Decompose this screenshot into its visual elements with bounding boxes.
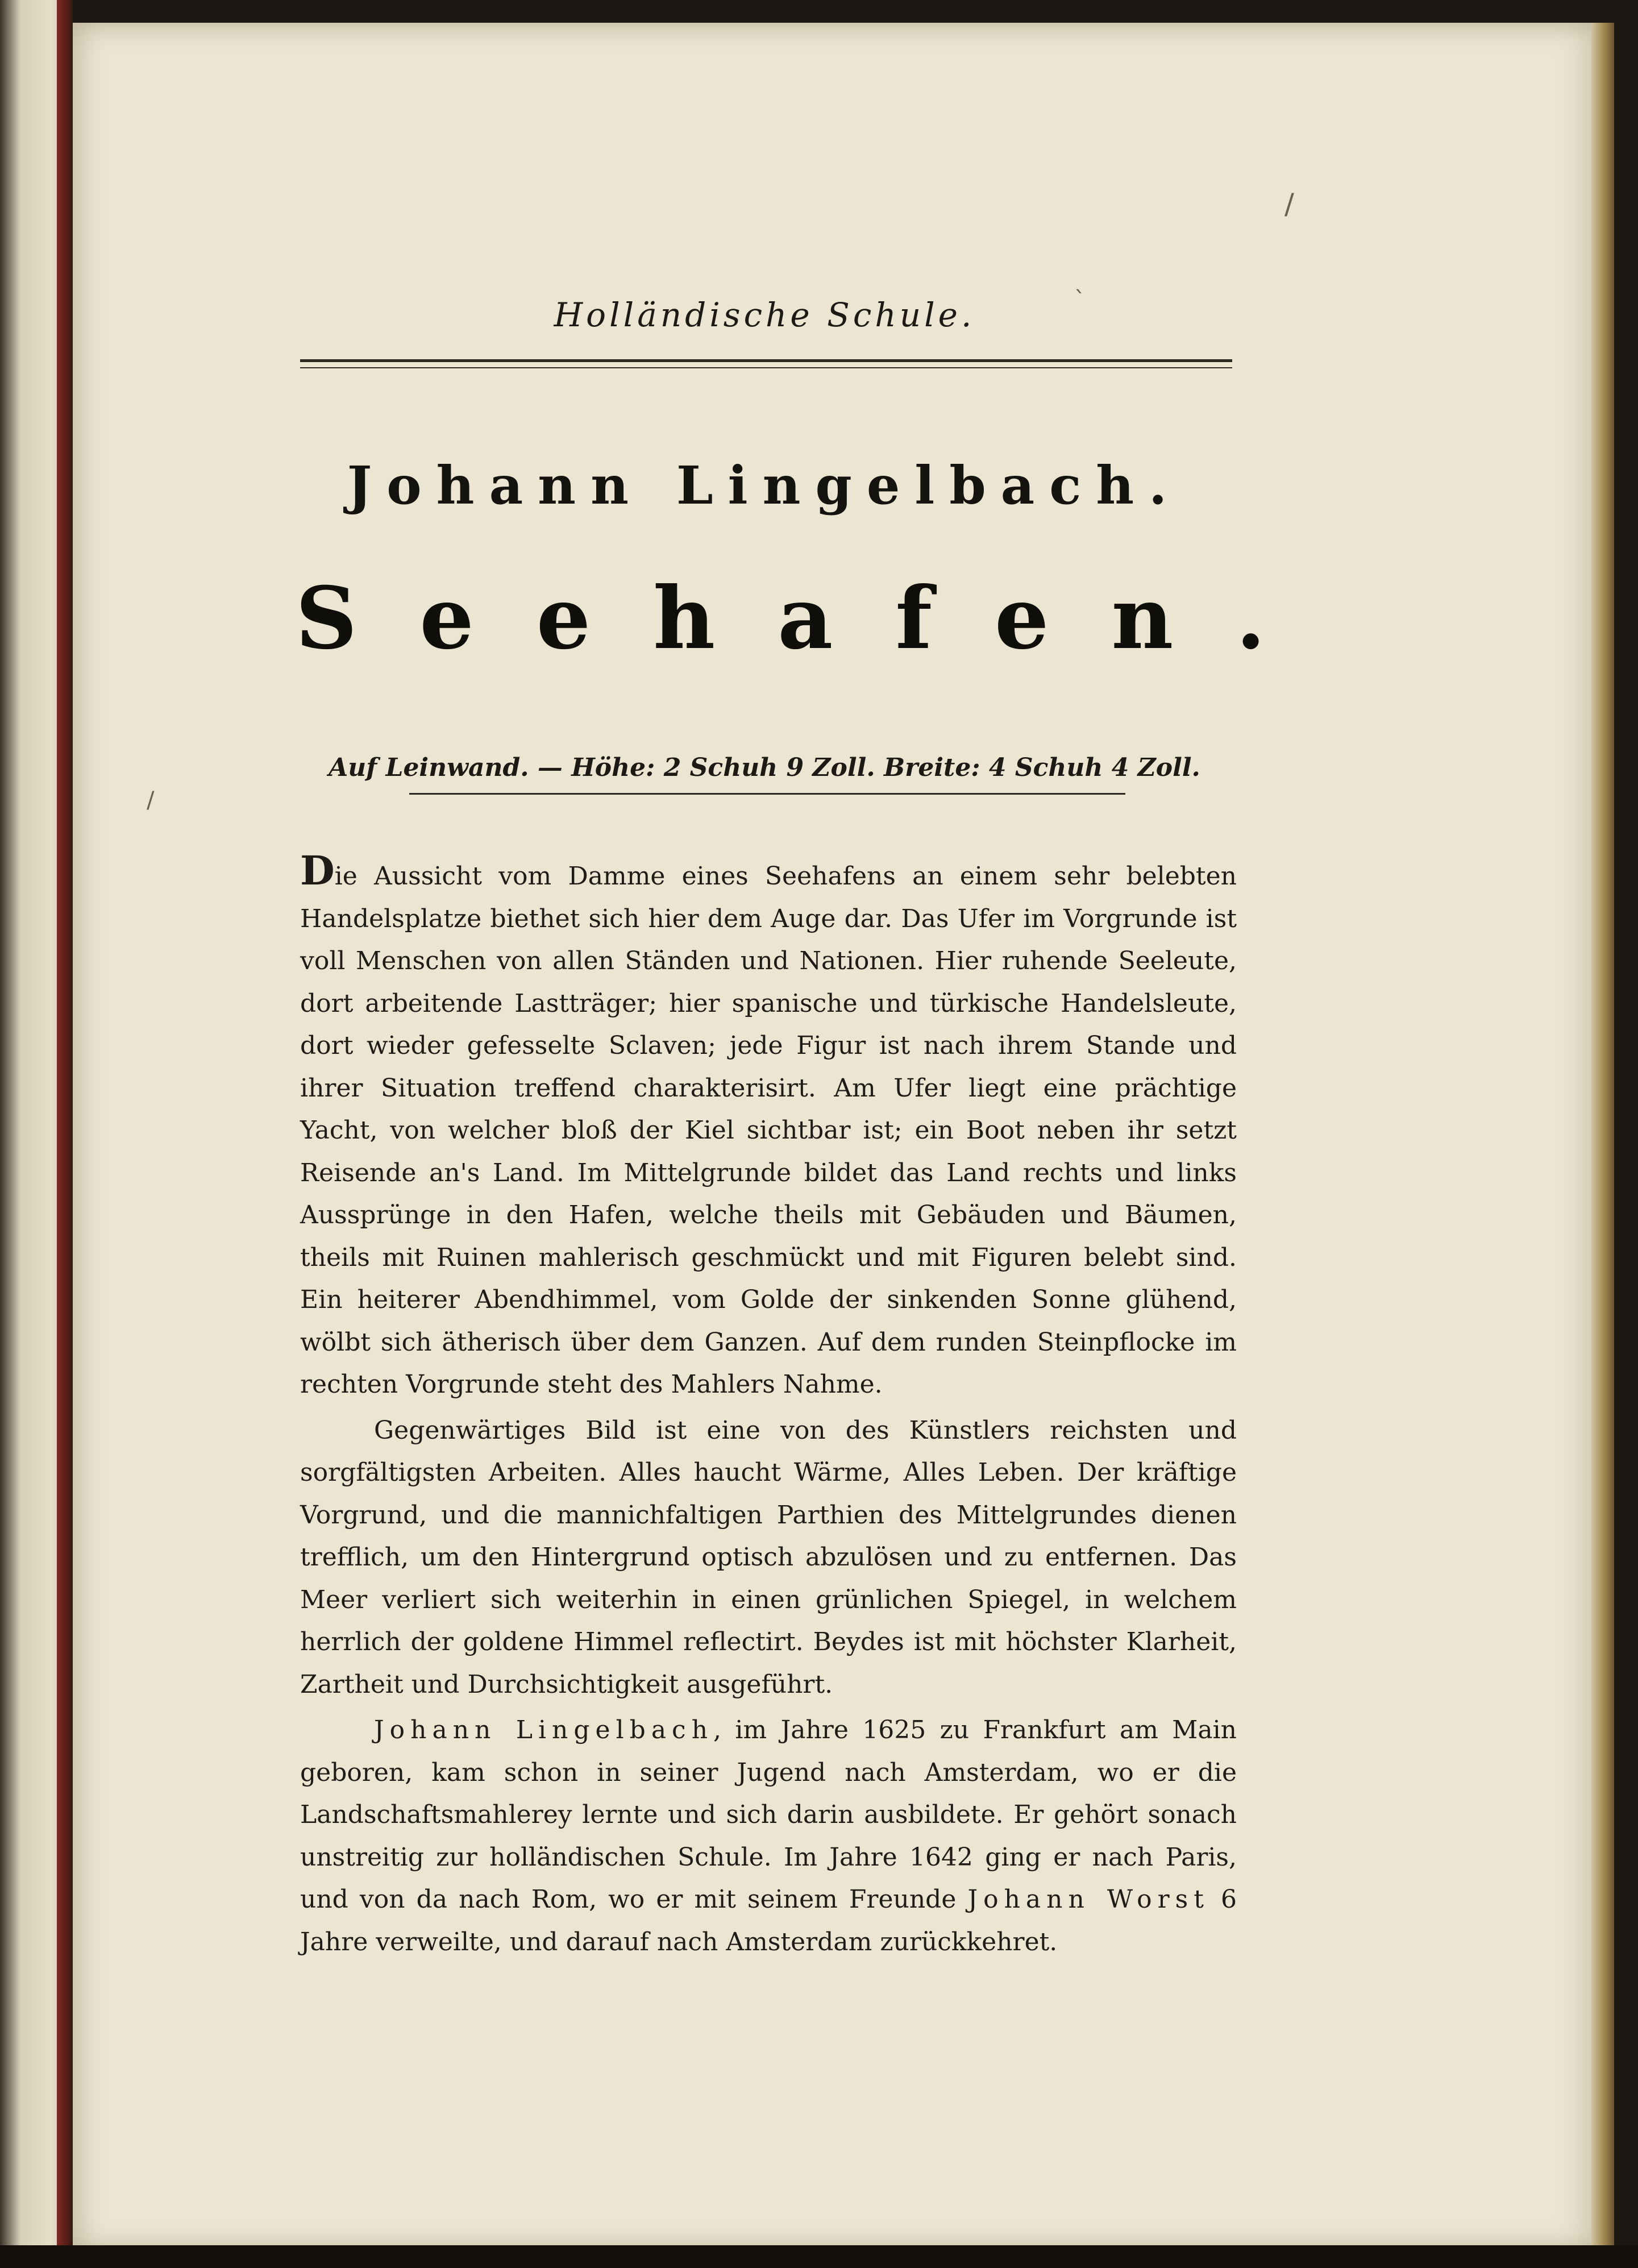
text-run: 6 Jahre verweilte, und darauf nach Amsterdam zurückkehret. xyxy=(300,1885,1237,1957)
text-run: , im Jahre 1625 zu Frankfurt am Main geboren, kam schon in seiner Jugend nach Amsterdam, wo er die Landschaftsmahlerey lernte und sich darin ausbildete. Er gehört sonach unstreitig zur holländischen Schule. Im Jahre 1642 ging er nach Paris, und von da nach Rom, wo er mit seinem Freunde xyxy=(300,1715,1237,1914)
details-rule xyxy=(409,793,1125,795)
painting-title: Seehafen. xyxy=(296,568,1328,668)
paragraph xyxy=(300,1709,1237,1963)
artist-name-inline: Johann Lingelbach xyxy=(374,1715,714,1744)
pencil-mark: / xyxy=(147,787,155,813)
page-fore-edge xyxy=(1591,23,1614,2251)
description-text xyxy=(300,847,1237,1967)
pencil-mark: / xyxy=(1284,188,1294,221)
header-rule xyxy=(300,359,1232,362)
painting-details: Auf Leinwand. — Höhe: 2 Schuh 9 Zoll. Breite: 4 Schuh 4 Zoll. xyxy=(329,753,1200,782)
section-header: Holländische Schule. xyxy=(554,296,975,334)
book-spine-edge xyxy=(57,0,73,2268)
ink-speck: ` xyxy=(1074,287,1086,313)
paragraph: Die Aussicht vom Damme eines Seehafens an einem sehr belebten Handelsplatze biethet sich hier dem Auge dar. Das Ufer im Vorgrunde ist voll Menschen von allen Ständen und Nationen. Hier ruhende Seeleute, dort arbeitende Lastträger; hier spanische und türkische Handelsleute, dort wieder gefesselte Sclaven; jede Figur ist nach ihrem Stande und ihrer Situation treffend charakterisirt. Am Ufer liegt eine prächtige Yacht, von welcher bloß der Kiel sichtbar ist; ein Boot neben ihr setzt Reisende an's Land. Im Mittelgrunde bildet das Land rechts und links Aussprünge in den Hafen, welche theils mit Gebäuden und Bäumen, theils mit Ruinen mahlerisch geschmückt und mit Figuren belebt sind. Ein heiterer Abendhimmel, vom Golde der sinkenden Sonne glühend, wölbt sich ätherisch über dem Ganzen. Auf dem runden Steinpflocke im rechten Vorgrunde steht des Mahlers Nahme. xyxy=(300,847,1237,1399)
scan-background xyxy=(0,2245,1638,2268)
artist-name: Johann Lingelbach. xyxy=(347,455,1182,516)
paragraph: Gegenwärtiges Bild ist eine von des Künstlers reichsten und sorgfältigsten Arbeiten. Alles haucht Wärme, Alles Leben. Der kräftige Vorgrund, und die mannichfaltigen Parthien des Mittelgrundes dienen trefflich, um den Hintergrund optisch abzulösen und zu entfernen. Das Meer verliert sich weiterhin in einen grünlichen Spiegel, in welchem herrlich der goldene Himmel reflectirt. Beydes ist mit höchster Klarheit, Zartheit und Durchsichtigkeit ausgeführt. xyxy=(300,1415,1237,1699)
header-rule-thin xyxy=(300,367,1232,368)
friend-name-inline: Johann Worst xyxy=(967,1885,1209,1914)
